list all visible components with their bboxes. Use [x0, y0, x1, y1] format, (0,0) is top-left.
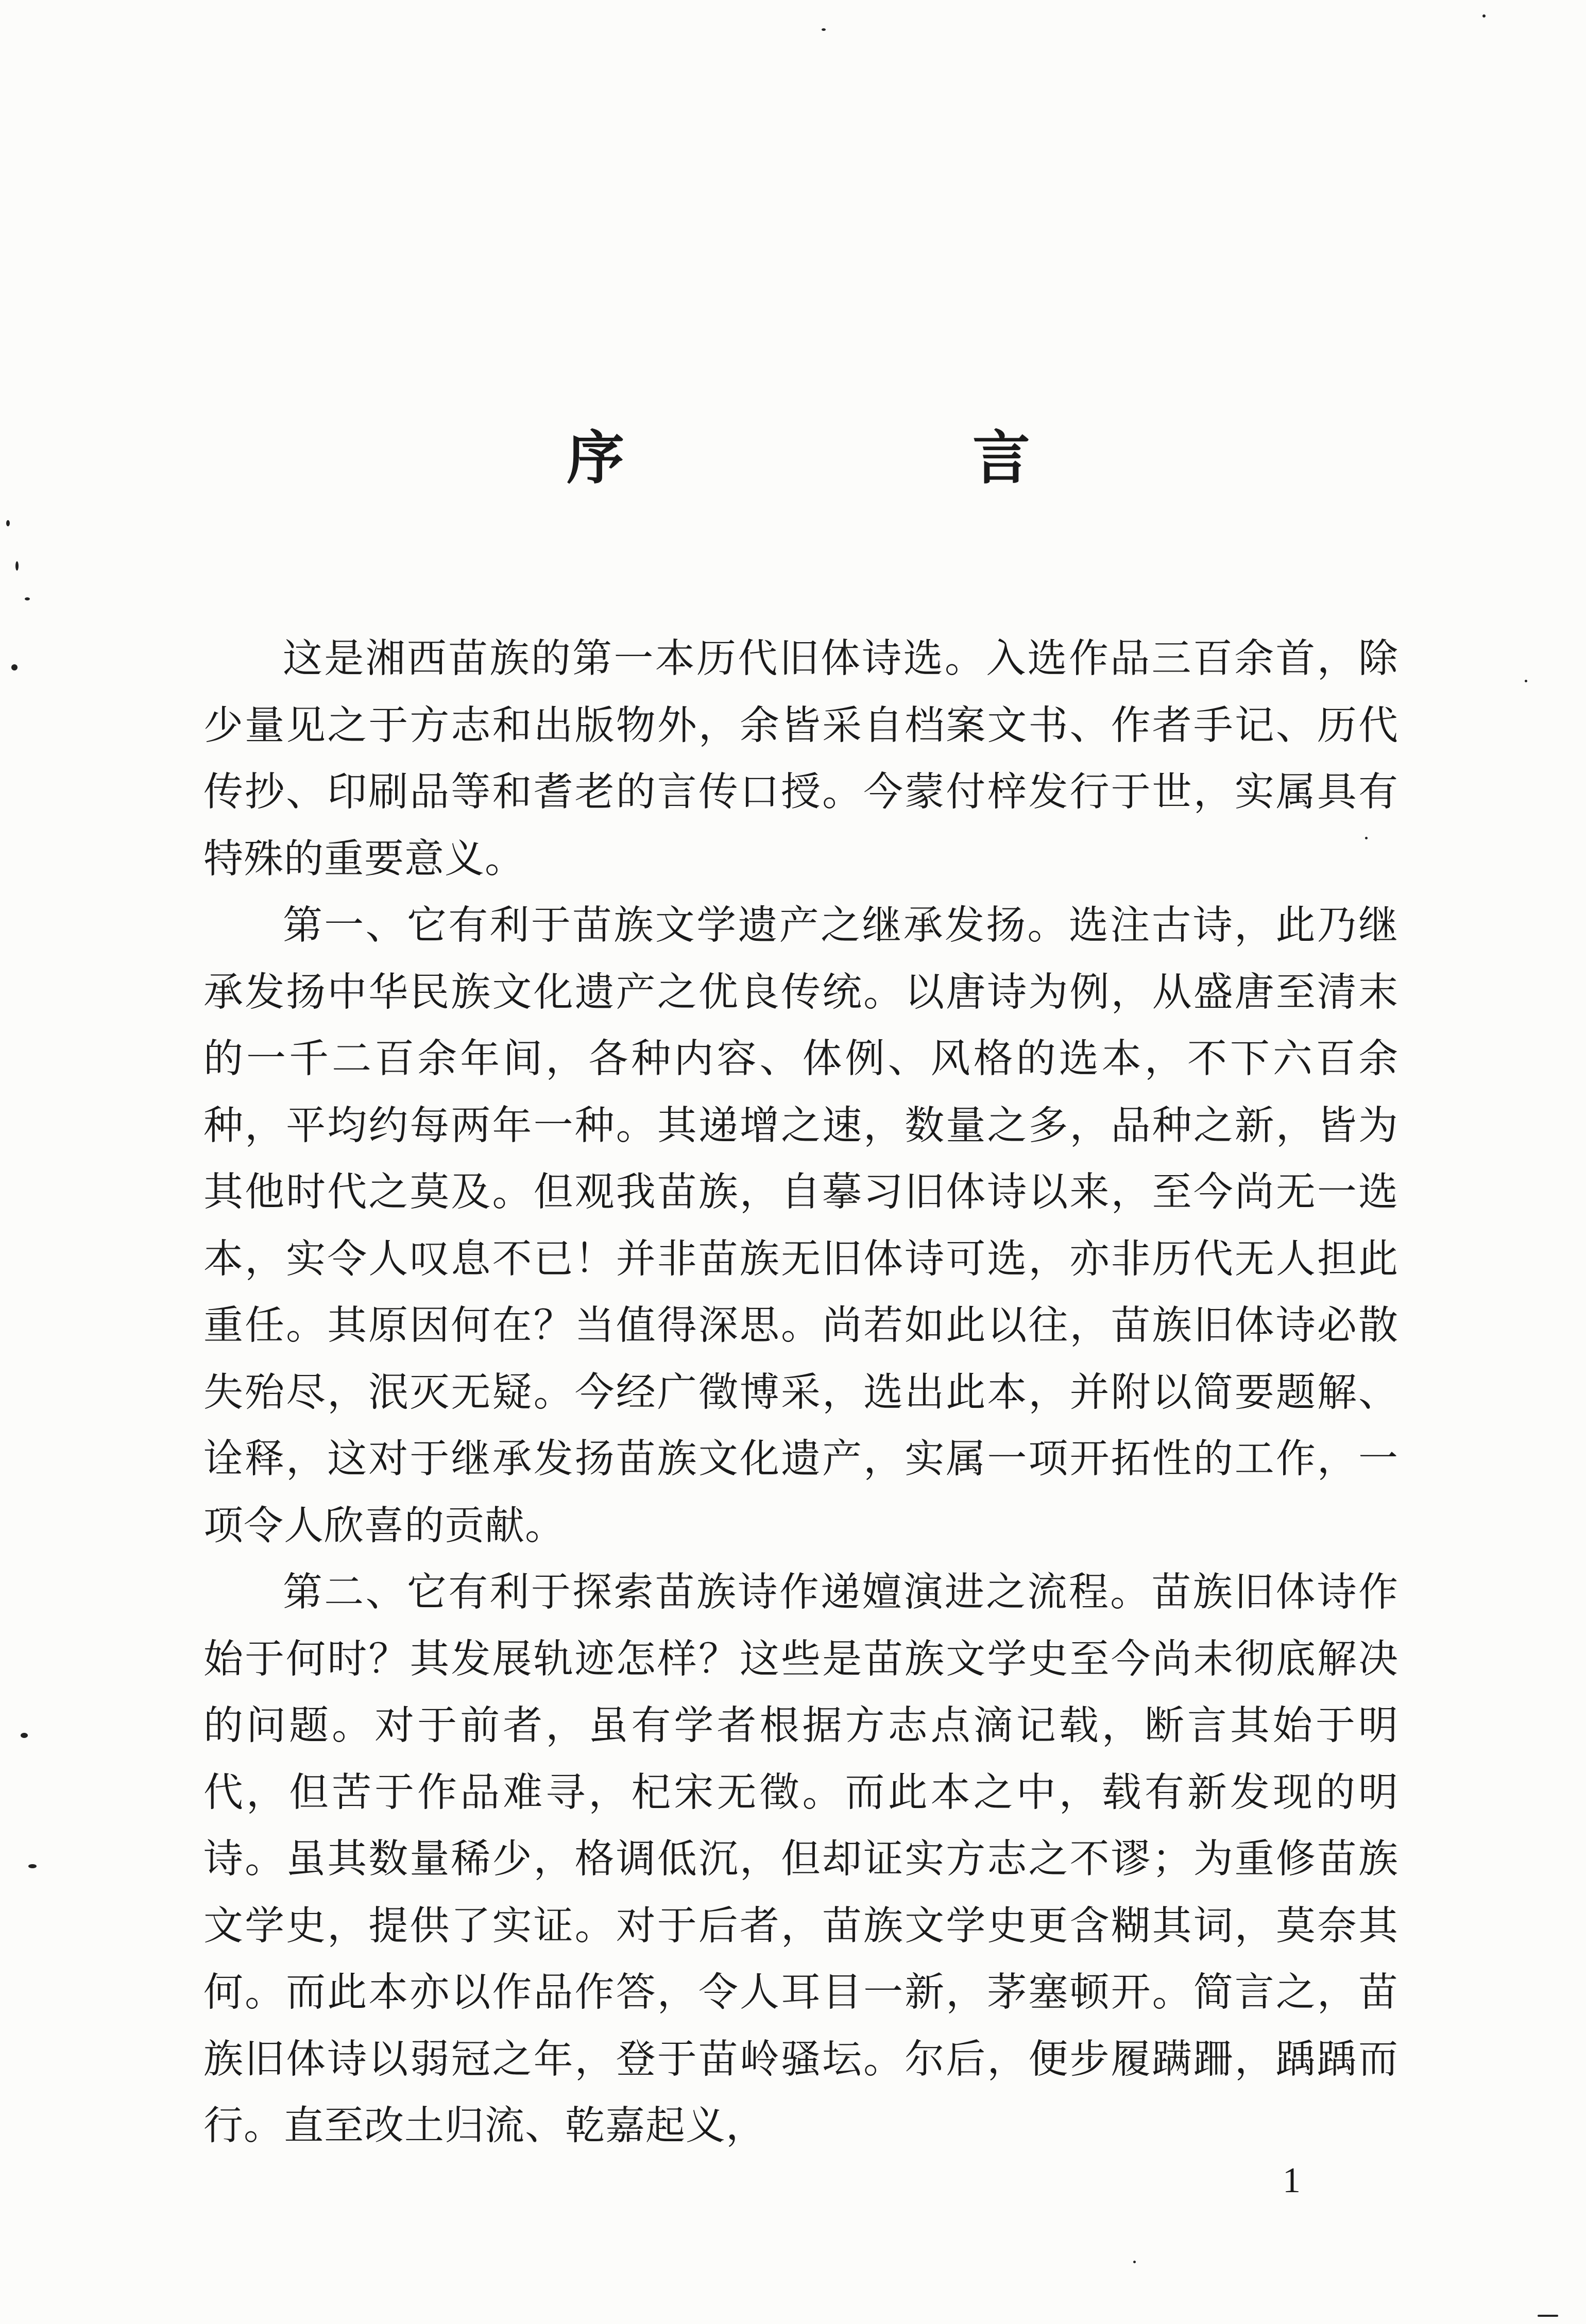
title-char-1: 序	[567, 424, 624, 492]
scan-speck	[6, 520, 10, 526]
body-text	[203, 626, 1399, 2160]
paragraph-2: 第一、它有利于苗族文学遗产之继承发扬。选注古诗，此乃继承发扬中华民族文化遗产之优良传统。以唐诗为例，从盛唐至清末的一千二百余年间，各种内容、体例、风格的选本，不下六百余种，平均约每两年一种。其递增之速，数量之多，品种之新，皆为其他时代之莫及。但观我苗族，自摹习旧体诗以来，至今尚无一选本，实令人叹息不已！并非苗族无旧体诗可选，亦非历代无人担此重任。其原因何在？当值得深思。尚若如此以往，苗族旧体诗必散失殆尽，泯灭无疑。今经广徵博采，选出此本，并附以简要题解、诠释，这对于继承发扬苗族文化遗产，实属一项开拓性的工作，一项令人欣喜的贡献。	[203, 903, 1399, 1549]
scan-speck	[822, 28, 826, 31]
scan-speck	[21, 1733, 28, 1738]
scan-speck	[11, 664, 18, 670]
scan-speck	[1538, 2315, 1558, 2317]
scan-speck	[1133, 2261, 1136, 2263]
page-number: 1	[1283, 2161, 1301, 2200]
scan-speck	[1365, 837, 1368, 839]
scan-speck	[25, 597, 30, 600]
scan-speck	[15, 561, 19, 571]
scan-speck	[1525, 680, 1527, 682]
paragraph-1: 这是湘西苗族的第一本历代旧体诗选。入选作品三百余首，除少量见之于方志和出版物外，余皆采自档案文书、作者手记、历代传抄、印刷品等和耆老的言传口授。今蒙付梓发行于世，实属具有特殊的重要意义。	[203, 636, 1399, 882]
scan-speck	[28, 1864, 37, 1868]
paragraph-3: 第二、它有利于探索苗族诗作递嬗演进之流程。苗族旧体诗作始于何时？其发展轨迹怎样？这些是苗族文学史至今尚未彻底解决的问题。对于前者，虽有学者根据方志点滴记载，断言其始于明代，但苦于作品难寻，杞宋无徵。而此本之中，载有新发现的明诗。虽其数量稀少，格调低沉，但却证实方志之不谬；为重修苗族文学史，提供了实证。对于后者，苗族文学史更含糊其词，莫奈其何。而此本亦以作品作答，令人耳目一新，茅塞顿开。简言之，苗族旧体诗以弱冠之年，登于苗岭骚坛。尔后，便步履蹒跚，踽踽而行。直至改土归流、乾嘉起义，	[203, 1570, 1399, 2149]
scan-speck	[1482, 14, 1486, 18]
page-title	[567, 412, 1030, 494]
title-char-2: 言	[973, 424, 1030, 492]
